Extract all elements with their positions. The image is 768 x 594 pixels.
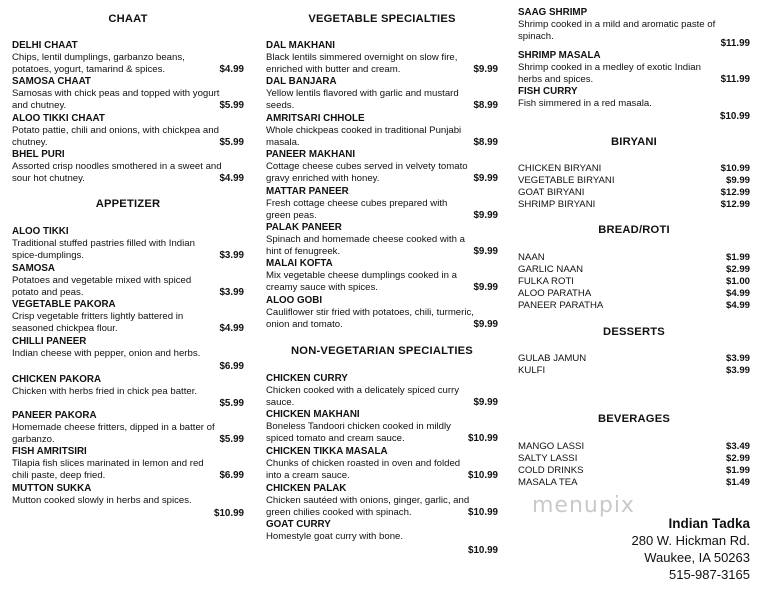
menu-item-price: $9.99 xyxy=(473,282,498,293)
menu-item-price: $9.99 xyxy=(473,210,498,221)
menu-row xyxy=(518,477,750,488)
menu-item-price: $9.99 xyxy=(473,64,498,75)
restaurant-info xyxy=(560,515,750,583)
menu-item-name: CHICKEN TIKKA MASALA xyxy=(266,446,388,457)
menu-item-desc: Shrimp cooked in a medley of exotic Indian xyxy=(518,62,701,73)
menu-row xyxy=(518,163,750,174)
menu-item-desc: sour hot chutney. xyxy=(12,173,85,184)
menu-item-price: $9.99 xyxy=(725,175,750,186)
menu-item-name: SAMOSA xyxy=(12,263,56,274)
menu-item-price: $8.99 xyxy=(473,100,498,111)
menu-item-desc: Chicken cooked with a delicately spiced curry xyxy=(266,385,460,396)
menu-item-name: SALTY LASSI xyxy=(518,453,578,464)
restaurant-street: 280 W. Hickman Rd. xyxy=(631,533,750,548)
menu-item-name: GULAB JAMUN xyxy=(518,353,587,364)
menu-item-price: $11.99 xyxy=(720,74,750,85)
menu-item-name: SAAG SHRIMP xyxy=(518,7,588,18)
menu-item-desc: Homemade cheese fritters, dipped in a batter of xyxy=(12,422,215,433)
menu-item-name: VEGETABLE BIRYANI xyxy=(518,175,615,186)
menu-item-price: $3.99 xyxy=(219,250,244,261)
menu-item-price: $10.99 xyxy=(720,111,750,122)
menu-item-desc: and chutney. xyxy=(12,100,67,111)
menu-item-desc: green chilies cooked with spinach. xyxy=(266,507,412,518)
chaat-heading: CHAAT xyxy=(108,13,148,25)
menu-item-price: $3.99 xyxy=(725,365,750,376)
menu-item-name: FISH AMRITSIRI xyxy=(12,446,87,457)
menu-item-price: $1.49 xyxy=(725,477,750,488)
menu-item-price: $4.99 xyxy=(725,288,750,299)
menu-item-desc: Shrimp cooked in a mild and aromatic paste of xyxy=(518,19,716,30)
menu-item-name: PANEER MAKHANI xyxy=(266,149,356,160)
menu-item-price: $3.49 xyxy=(725,441,750,452)
menu-item-desc: Tilapia fish slices marinated in lemon and red xyxy=(12,458,204,469)
menu-item-desc: onion and tomato. xyxy=(266,319,343,330)
menu-item-price: $10.99 xyxy=(720,163,750,174)
menu-item-price: $10.99 xyxy=(468,507,498,518)
menu-item-name: MATTAR PANEER xyxy=(266,186,349,197)
menu-row xyxy=(518,288,750,299)
menu-item-price: $10.99 xyxy=(468,433,498,444)
menu-item-name: KULFI xyxy=(518,365,546,376)
menu-item-price: $9.99 xyxy=(473,246,498,257)
menu-item-desc: hint of fenugreek. xyxy=(266,246,341,257)
menu-item-name: CHICKEN PAKORA xyxy=(12,374,102,385)
menu-row xyxy=(518,353,750,364)
menu-item-desc: Spinach and homemade cheese cooked with a xyxy=(266,234,465,245)
restaurant-phone: 515-987-3165 xyxy=(669,567,750,582)
menu-item-desc: Potatoes and vegetable mixed with spiced xyxy=(12,275,192,286)
menu-item-name: VEGETABLE PAKORA xyxy=(12,299,116,310)
menu-item-name: PANEER PARATHA xyxy=(518,300,604,311)
menu-item-name: NAAN xyxy=(518,252,545,263)
menu-item-price: $4.99 xyxy=(219,323,244,334)
menu-item-desc: spiced tomato and cream sauce. xyxy=(266,433,405,444)
menu-item-name: FISH CURRY xyxy=(518,86,578,97)
menu-item-desc: potato and peas. xyxy=(12,287,84,298)
menu-row xyxy=(518,441,750,452)
menu-item-desc: Assorted crisp noodles smothered in a sweet and xyxy=(12,161,222,172)
menu-item-desc: potatoes, yogurt, tamarind & spices. xyxy=(12,64,166,75)
menu-row xyxy=(518,199,750,210)
menu-item-desc: Cottage cheese cubes served in velvety tomato xyxy=(266,161,468,172)
appetizer-heading: APPETIZER xyxy=(95,198,161,210)
menu-row xyxy=(518,252,750,263)
vegetable-heading: VEGETABLE SPECIALTIES xyxy=(308,13,456,25)
menu-item-price: $6.99 xyxy=(219,361,244,372)
menu-item-name: MASALA TEA xyxy=(518,477,578,488)
menu-item-name: PANEER PAKORA xyxy=(12,410,97,421)
menu-item-desc: into a cream sauce. xyxy=(266,470,350,481)
menu-item-desc: chutney. xyxy=(12,137,48,148)
menu-item-name: MANGO LASSI xyxy=(518,441,585,452)
menu-item-desc: spice-dumplings. xyxy=(12,250,84,261)
menu-item-price: $5.99 xyxy=(219,398,244,409)
menu-item-price: $5.99 xyxy=(219,434,244,445)
menu-item-price: $8.99 xyxy=(473,137,498,148)
menu-item-desc: Black lentils simmered overnight on slow fire, xyxy=(266,52,458,63)
menu-item-name: DAL BANJARA xyxy=(266,76,337,87)
menu-item-desc: Mix vegetable cheese dumplings cooked in a xyxy=(266,270,457,281)
menu-item-desc: Crisp vegetable fritters lightly battered in xyxy=(12,311,184,322)
menu-item-price: $2.99 xyxy=(725,264,750,275)
menu-item-name: MUTTON SUKKA xyxy=(12,483,92,494)
menu-item-price: $9.99 xyxy=(473,397,498,408)
menu-item-desc: creamy sauce with spices. xyxy=(266,282,378,293)
menu-item-name: CHICKEN PALAK xyxy=(266,483,347,494)
menu-item-name: ALOO PARATHA xyxy=(518,288,592,299)
desserts-heading: DESSERTS xyxy=(603,326,665,338)
menu-item-desc: Chicken sautéed with onions, ginger, garlic, and xyxy=(266,495,470,506)
restaurant-name: Indian Tadka xyxy=(668,516,750,531)
menu-item-price: $6.99 xyxy=(219,470,244,481)
menu-item-desc: Potato pattie, chili and onions, with chickpea and xyxy=(12,125,219,136)
menu-item-desc: Boneless Tandoori chicken cooked in mildly xyxy=(266,421,451,432)
menu-item-price: $3.99 xyxy=(725,353,750,364)
menu-item-price: $2.99 xyxy=(725,453,750,464)
menu-item-price: $1.00 xyxy=(725,276,750,287)
restaurant-city: Waukee, IA 50263 xyxy=(644,550,750,565)
menu-item-desc: Yellow lentils flavored with garlic and mustard xyxy=(266,88,459,99)
menu-item-price: $4.99 xyxy=(219,173,244,184)
menu-item-desc: green peas. xyxy=(266,210,317,221)
watermark-logo: menupix xyxy=(532,493,635,518)
menu-row xyxy=(518,453,750,464)
menu-item-name: SHRIMP BIRYANI xyxy=(518,199,596,210)
menu-item-desc: Fish simmered in a red masala. xyxy=(518,98,652,109)
nonveg-heading: NON-VEGETARIAN SPECIALTIES xyxy=(291,345,473,357)
menu-item-price: $10.99 xyxy=(468,545,498,556)
menu-item-desc: Cauliflower stir fried with potatoes, chili, turmeric, xyxy=(266,307,474,318)
menu-item-price: $12.99 xyxy=(720,187,750,198)
menu-item-desc: Whole chickpeas cooked in traditional Punjabi xyxy=(266,125,462,136)
menu-item-desc: gravy enriched with honey. xyxy=(266,173,380,184)
menu-item-name: CHICKEN MAKHANI xyxy=(266,409,360,420)
menu-row xyxy=(518,264,750,275)
menu-item-desc: Mutton cooked slowly in herbs and spices. xyxy=(12,495,192,506)
menu-item-name: ALOO TIKKI xyxy=(12,226,69,237)
menu-item-desc: herbs and spices. xyxy=(518,74,594,85)
menu-item-name: MALAI KOFTA xyxy=(266,258,333,269)
menu-item-price: $12.99 xyxy=(720,199,750,210)
menu-item-desc: Traditional stuffed pastries filled with Indian xyxy=(12,238,195,249)
menu-item-price: $9.99 xyxy=(473,319,498,330)
menu-item-name: CHICKEN CURRY xyxy=(266,373,348,384)
menu-item-desc: enriched with butter and cream. xyxy=(266,64,401,75)
menu-item-price: $4.99 xyxy=(219,64,244,75)
menu-item-name: GOAT BIRYANI xyxy=(518,187,585,198)
menu-row xyxy=(518,175,750,186)
beverages-heading: BEVERAGES xyxy=(597,413,671,425)
menu-item-name: ALOO GOBI xyxy=(266,295,323,306)
menu-item-price: $3.99 xyxy=(219,287,244,298)
menu-item-name: COLD DRINKS xyxy=(518,465,584,476)
menu-item-desc: spinach. xyxy=(518,31,554,42)
menu-item-name: SHRIMP MASALA xyxy=(518,50,601,61)
menu-item-name: BHEL PURI xyxy=(12,149,65,160)
menu-row xyxy=(518,365,750,376)
menu-item-name: CHILLI PANEER xyxy=(12,336,87,347)
menu-item-name: GOAT CURRY xyxy=(266,519,331,530)
menu-item-price: $10.99 xyxy=(468,470,498,481)
menu-item-name: CHICKEN BIRYANI xyxy=(518,163,602,174)
menu-item-desc: garbanzo. xyxy=(12,434,55,445)
menu-item-price: $10.99 xyxy=(214,508,244,519)
biryani-heading: BIRYANI xyxy=(611,136,657,148)
menu-item-name: FULKA ROTI xyxy=(518,276,574,287)
menu-item-price: $1.99 xyxy=(725,252,750,263)
menu-item-name: DELHI CHAAT xyxy=(12,40,78,51)
menu-item-name: DAL MAKHANI xyxy=(266,40,335,51)
menu-item-desc: Chicken with herbs fried in chick pea batter. xyxy=(12,386,198,397)
menu-item-desc: Indian cheese with pepper, onion and herbs. xyxy=(12,348,201,359)
menu-item-desc: Homestyle goat curry with bone. xyxy=(266,531,404,542)
menu-item-name: PALAK PANEER xyxy=(266,222,342,233)
menu-item-desc: seasoned chickpea flour. xyxy=(12,323,118,334)
menu-item-price: $9.99 xyxy=(473,173,498,184)
bread-heading: BREAD/ROTI xyxy=(598,224,670,236)
menu-item-price: $11.99 xyxy=(720,38,750,49)
menu-item-price: $4.99 xyxy=(725,300,750,311)
menu-item-price: $1.99 xyxy=(725,465,750,476)
menu-item-price: $5.99 xyxy=(219,137,244,148)
menu-row xyxy=(518,300,750,311)
menu-item-desc: Samosas with chick peas and topped with yogurt xyxy=(12,88,220,99)
menu-item-name: AMRITSARI CHHOLE xyxy=(266,113,365,124)
menu-item-desc: seeds. xyxy=(266,100,295,111)
menu-item-name: SAMOSA CHAAT xyxy=(12,76,91,87)
menu-item-price: $5.99 xyxy=(219,100,244,111)
menu-item-desc: chili paste, deep fried. xyxy=(12,470,106,481)
menu-row xyxy=(518,276,750,287)
menu-row xyxy=(518,187,750,198)
menu-item-name: ALOO TIKKI CHAAT xyxy=(12,113,105,124)
menu-row xyxy=(518,465,750,476)
menu-item-desc: sauce. xyxy=(266,397,295,408)
menu-item-desc: Fresh cottage cheese cubes prepared with xyxy=(266,198,448,209)
menu-item-name: GARLIC NAAN xyxy=(518,264,584,275)
menu-item-desc: Chunks of chicken roasted in oven and folded xyxy=(266,458,461,469)
menu-item-desc: masala. xyxy=(266,137,300,148)
menu-item-desc: Chips, lentil dumplings, garbanzo beans, xyxy=(12,52,185,63)
